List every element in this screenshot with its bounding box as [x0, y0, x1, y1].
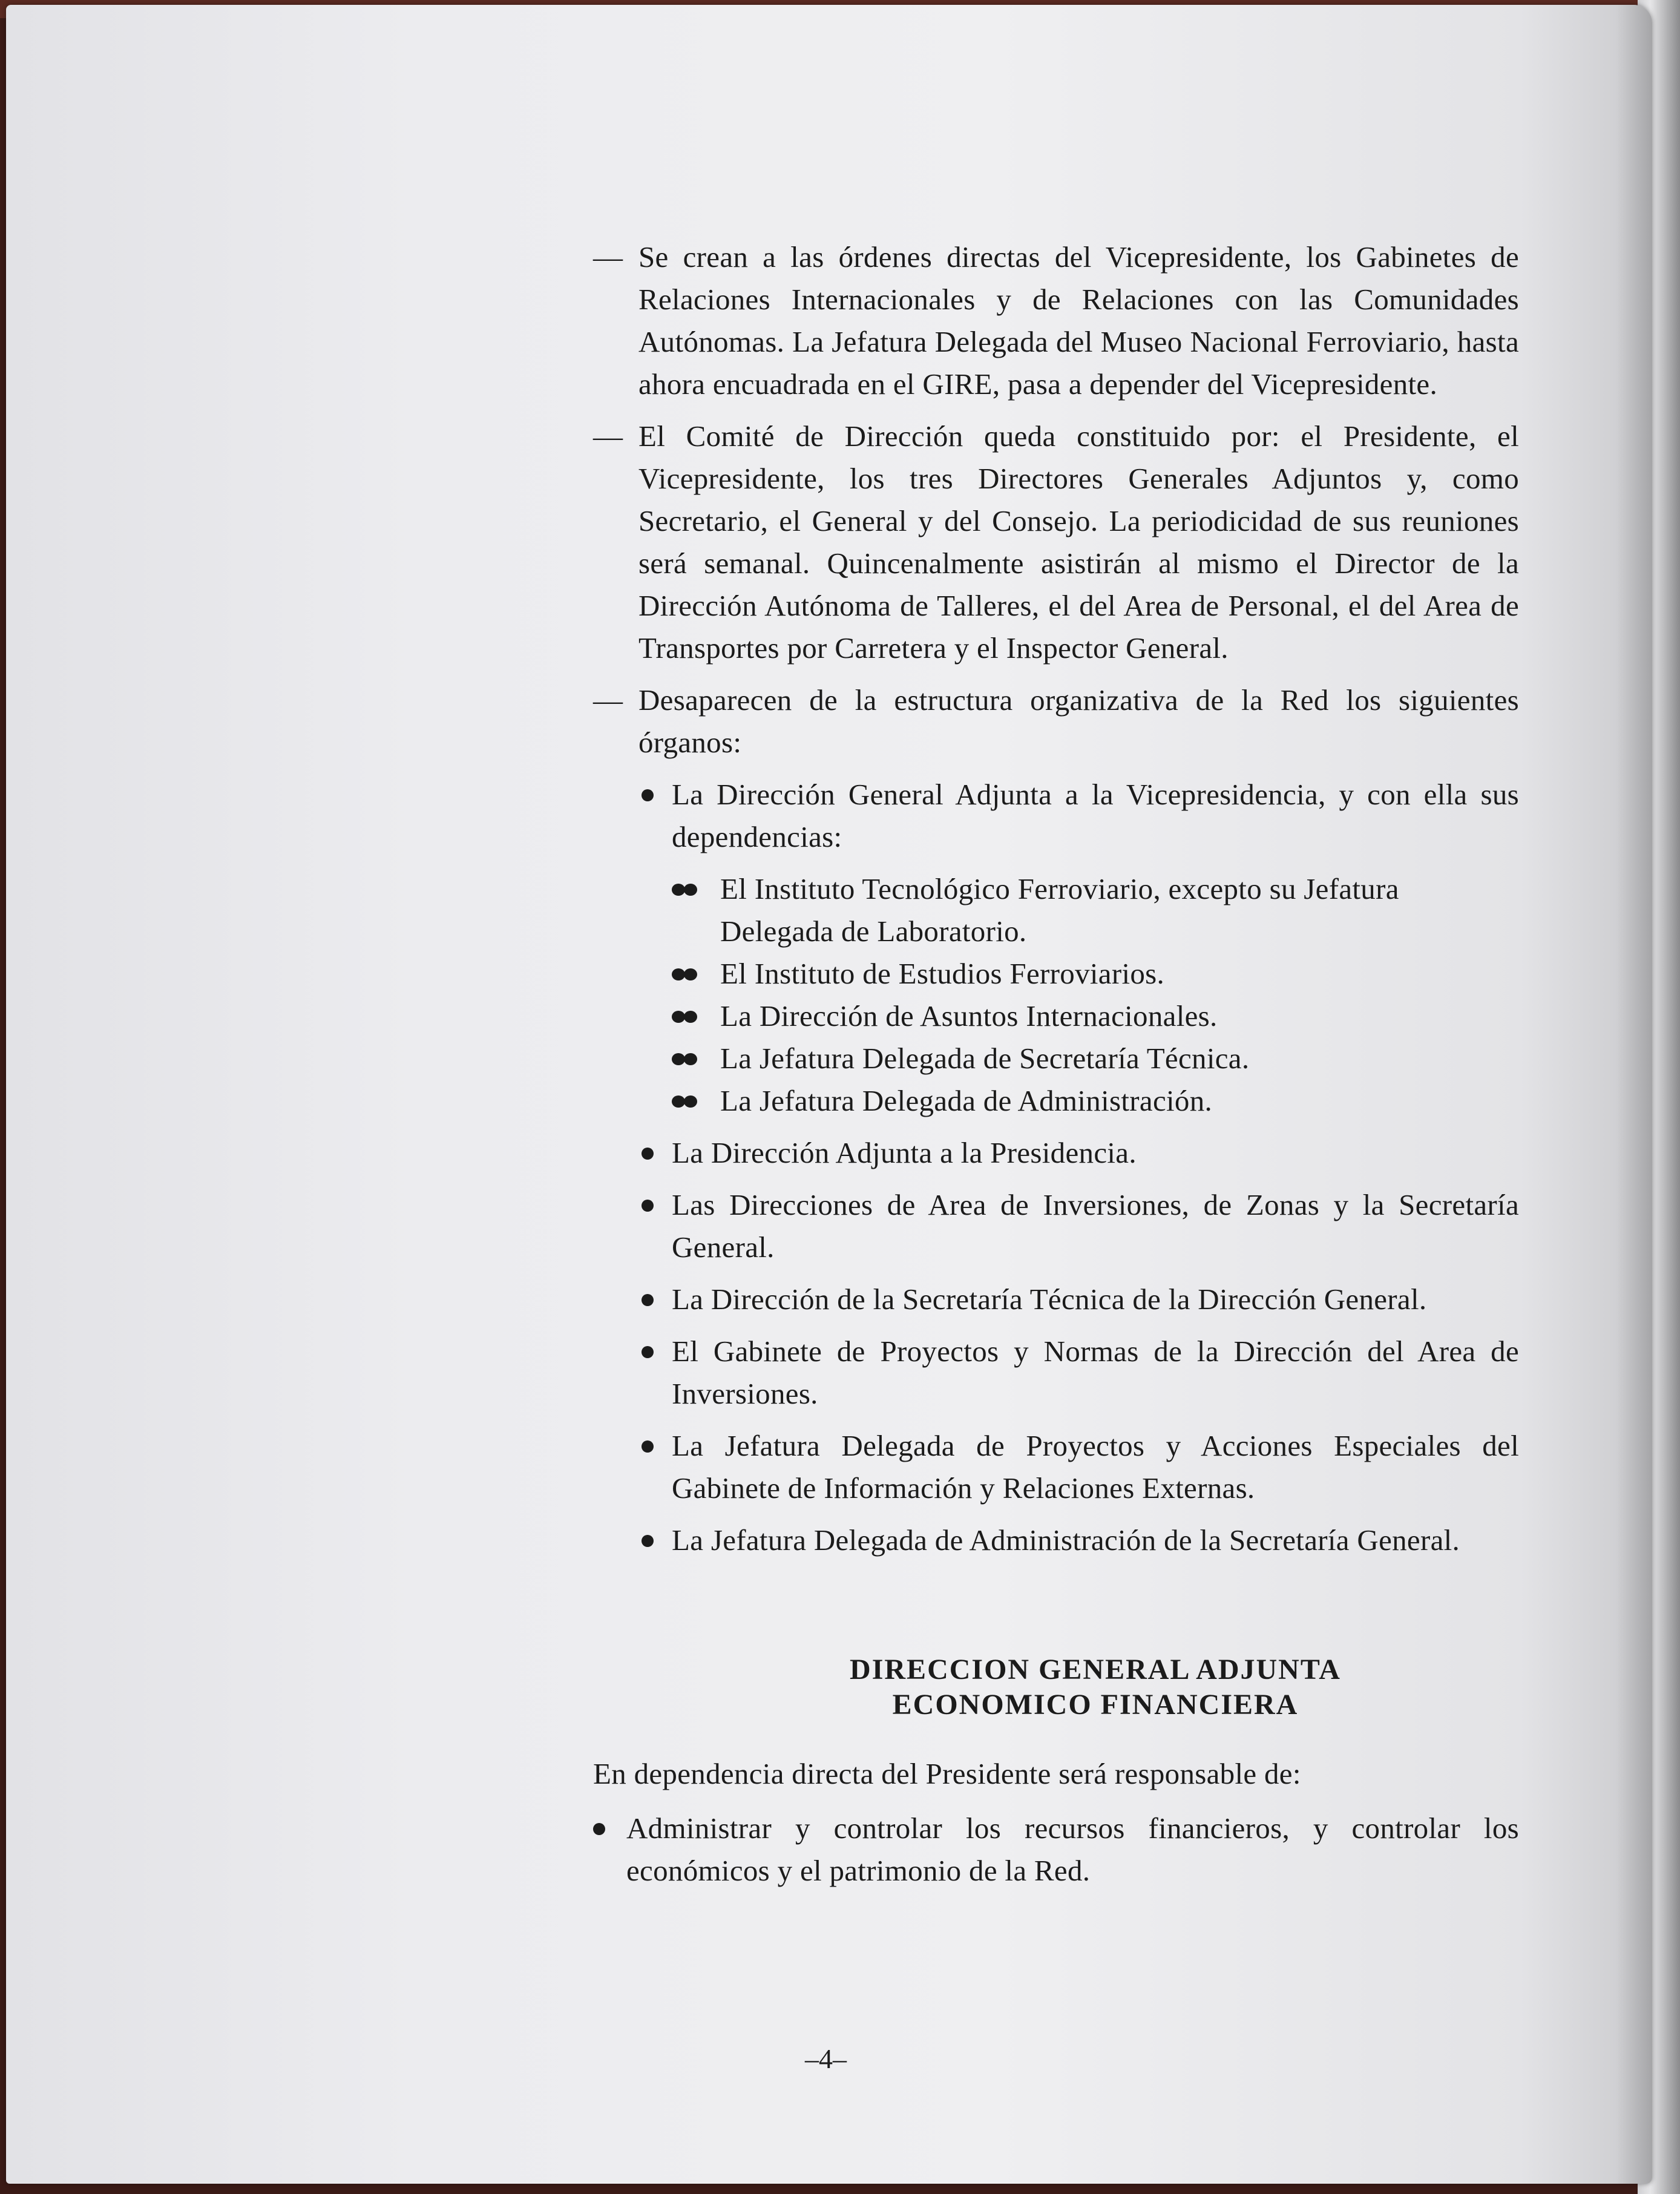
bullet-icon: [641, 1294, 654, 1306]
sub-list-item: [593, 953, 1519, 995]
page-content: [593, 236, 1519, 1892]
intro-paragraph: En dependencia directa del Presidente será responsable de:: [593, 1757, 1301, 1790]
sub-list-item-text: El Instituto de Estudios Ferroviarios.: [720, 957, 1165, 990]
section-heading-line2: ECONOMICO FINANCIERA: [892, 1689, 1299, 1721]
list-item-text: Las Direcciones de Area de Inversiones, de Zonas y la Secretaría General.: [672, 1188, 1519, 1264]
sub-list-item: [593, 868, 1519, 953]
sub-list-item-text: La Jefatura Delegada de Secretaría Técnica.: [720, 1042, 1250, 1075]
list-item: [593, 1519, 1519, 1562]
list-item: [593, 1807, 1519, 1892]
sub-list: [593, 868, 1519, 1122]
dash-item-text: Se crean a las órdenes directas del Vicepresidente, los Gabinetes de Relaciones Internacionales y de Relaciones con las Comunidades Autónomas. La Jefatura Delegada del Museo Nacional Ferroviario, hasta ahora encuadrada en el GIRE, pasa a depender del Vicepresidente.: [638, 240, 1519, 401]
list-item-text: La Dirección de la Secretaría Técnica de la Dirección General.: [672, 1283, 1427, 1316]
list-item: [593, 1132, 1519, 1174]
double-bullet-icon: [672, 884, 701, 896]
double-bullet-icon: [672, 1053, 701, 1065]
bullet-icon: [641, 789, 654, 801]
dash-item-desaparecen: [593, 679, 1519, 764]
bullet-icon: [593, 1823, 605, 1835]
sub-list-item: [593, 1037, 1519, 1080]
list-item: [593, 773, 1519, 858]
double-bullet-icon: [672, 968, 701, 980]
list-item-text: La Dirección General Adjunta a la Vicepresidencia, y con ella sus dependencias:: [672, 778, 1519, 853]
list-item-text: La Jefatura Delegada de Administración de la Secretaría General.: [672, 1523, 1460, 1557]
sub-list-item-text: La Jefatura Delegada de Administración.: [720, 1084, 1213, 1117]
bullet-icon: [641, 1440, 654, 1453]
dash-item-gabinetes: [593, 236, 1519, 406]
double-bullet-icon: [672, 1011, 701, 1023]
dash-marker: —: [593, 683, 623, 717]
bullet-icon: [641, 1346, 654, 1358]
list-item-text: El Gabinete de Proyectos y Normas de la Dirección del Area de Inversiones.: [672, 1335, 1519, 1410]
bullet-icon: [641, 1200, 654, 1212]
list-item-text: La Jefatura Delegada de Proyectos y Acciones Especiales del Gabinete de Información y Relaciones Externas.: [672, 1429, 1519, 1505]
page-curl-shadow: [1616, 5, 1652, 2184]
sub-list-item: [593, 995, 1519, 1037]
sub-list-item-text: El Instituto Tecnológico Ferroviario, excepto su Jefatura Delegada de Laboratorio.: [720, 872, 1399, 948]
sub-list-item: [593, 1080, 1519, 1122]
dash-marker: —: [593, 419, 623, 453]
dash-item-text: El Comité de Dirección queda constituido por: el Presidente, el Vicepresidente, los tres Directores Generales Adjuntos y, como Secretario, el General y del Consejo. La periodicidad de sus reuniones será semanal. Quincenalmente asistirán al mismo el Director de la Dirección Autónoma de Talleres, el del Area de Personal, el del Area de Transportes por Carretera y el Inspector General.: [638, 419, 1519, 665]
list-item: [593, 1330, 1519, 1415]
list-item-text: Administrar y controlar los recursos financieros, y controlar los económicos y el patrimonio de la Red.: [626, 1811, 1519, 1887]
dash-marker: —: [593, 240, 623, 274]
list-item-text: La Dirección Adjunta a la Presidencia.: [672, 1136, 1137, 1169]
section-heading-line1: DIRECCION GENERAL ADJUNTA: [850, 1654, 1341, 1686]
bullet-icon: [641, 1535, 654, 1547]
double-bullet-icon: [672, 1095, 701, 1108]
list-item: [593, 1425, 1519, 1509]
page-number: –4–: [805, 2043, 847, 2074]
section-heading: [593, 1652, 1519, 1723]
sub-list-item-text: La Dirección de Asuntos Internacionales.: [720, 999, 1218, 1033]
dash-item-comite: [593, 415, 1519, 669]
list-item: [593, 1184, 1519, 1269]
bullet-icon: [641, 1148, 654, 1160]
list-item: [593, 1278, 1519, 1321]
dash-item-text: Desaparecen de la estructura organizativa de la Red los siguientes órganos:: [638, 683, 1519, 759]
